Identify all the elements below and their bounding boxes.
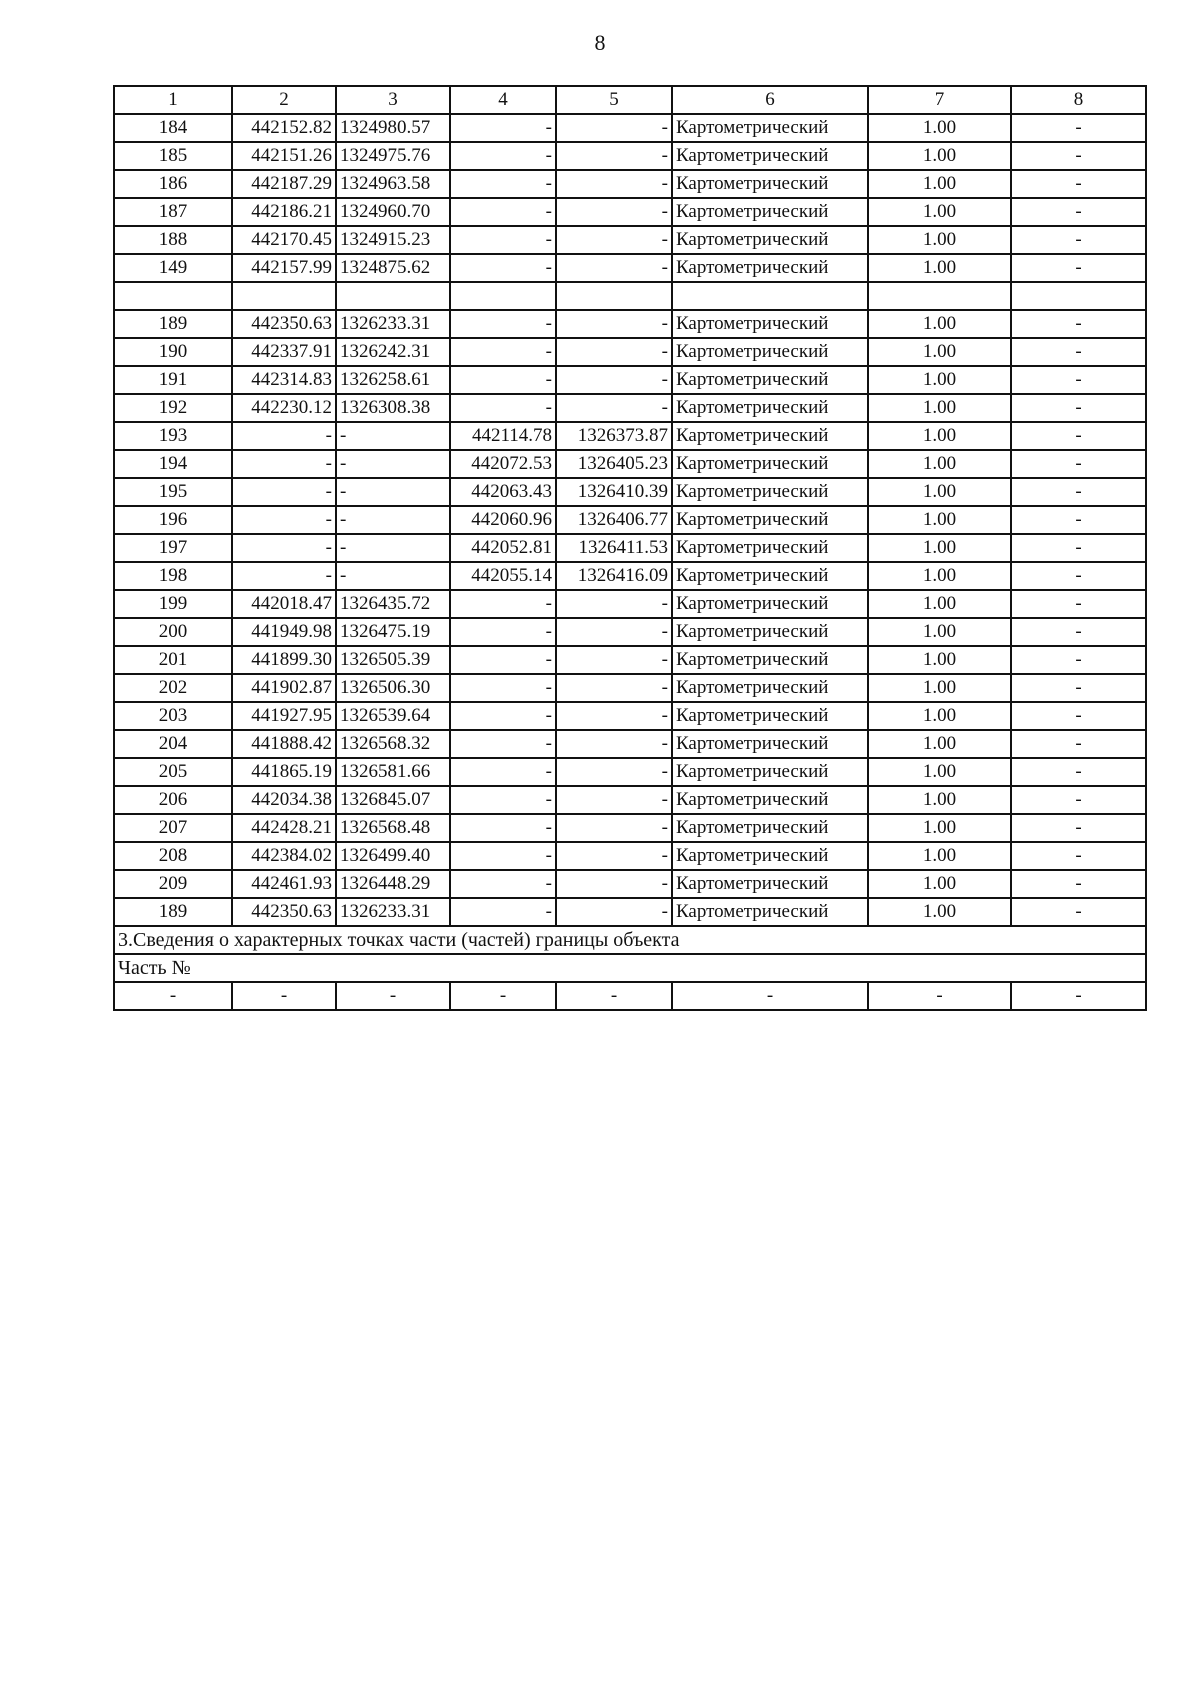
table-row	[114, 450, 1146, 478]
table-cell: -	[450, 870, 556, 898]
table-row	[114, 786, 1146, 814]
table-cell: 441888.42	[232, 730, 336, 758]
table-cell: -	[556, 842, 672, 870]
table-cell: 1.00	[868, 814, 1011, 842]
table-cell: 189	[114, 310, 232, 338]
table-cell: -	[1011, 142, 1146, 170]
table-cell: -	[1011, 534, 1146, 562]
table-cell: 442230.12	[232, 394, 336, 422]
table-cell: 191	[114, 366, 232, 394]
table-cell: 442034.38	[232, 786, 336, 814]
table-cell: 1326411.53	[556, 534, 672, 562]
table-cell: 198	[114, 562, 232, 590]
table-cell: -	[556, 114, 672, 142]
empty-cell	[232, 282, 336, 310]
table-cell: 442055.14	[450, 562, 556, 590]
table-cell: 1.00	[868, 758, 1011, 786]
empty-cell	[1011, 282, 1146, 310]
table-cell: 1324963.58	[336, 170, 450, 198]
table-row	[114, 730, 1146, 758]
table-cell: 1.00	[868, 618, 1011, 646]
section-title	[114, 926, 1146, 954]
table-cell: 1.00	[868, 506, 1011, 534]
table-cell: 6	[672, 86, 868, 114]
table-cell: -	[450, 786, 556, 814]
table-cell: Картометрический	[672, 618, 868, 646]
table-cell: 1326258.61	[336, 366, 450, 394]
table-cell: Картометрический	[672, 730, 868, 758]
table-cell: -	[1011, 310, 1146, 338]
table-cell: 1326405.23	[556, 450, 672, 478]
table-cell: -	[1011, 590, 1146, 618]
table-cell: -	[450, 142, 556, 170]
table-cell: 1324975.76	[336, 142, 450, 170]
table-row	[114, 394, 1146, 422]
table-cell: 1326475.19	[336, 618, 450, 646]
empty-cell	[336, 282, 450, 310]
table-cell: Картометрический	[672, 422, 868, 450]
table-cell: 442151.26	[232, 142, 336, 170]
table-cell: 1.00	[868, 170, 1011, 198]
table-cell: 442152.82	[232, 114, 336, 142]
table-cell: Картометрический	[672, 758, 868, 786]
table-cell: -	[1011, 170, 1146, 198]
table-cell: 184	[114, 114, 232, 142]
table-cell: -	[1011, 422, 1146, 450]
table-cell: -	[232, 506, 336, 534]
table-cell: 442157.99	[232, 254, 336, 282]
table-cell: -	[450, 254, 556, 282]
table-cell: -	[232, 422, 336, 450]
table-cell: -	[1011, 786, 1146, 814]
table-cell: 1.00	[868, 870, 1011, 898]
table-cell: 442114.78	[450, 422, 556, 450]
table-cell: -	[114, 982, 232, 1010]
table-row	[114, 506, 1146, 534]
table-cell: 205	[114, 758, 232, 786]
table-cell: -	[1011, 226, 1146, 254]
table-cell: 1326448.29	[336, 870, 450, 898]
table-cell: 1.00	[868, 338, 1011, 366]
table-cell: -	[556, 646, 672, 674]
table-cell: 442170.45	[232, 226, 336, 254]
table-row	[114, 898, 1146, 926]
table-cell: 192	[114, 394, 232, 422]
table-cell: 1326568.32	[336, 730, 450, 758]
empty-cell	[556, 282, 672, 310]
table-cell: -	[1011, 254, 1146, 282]
table-cell: -	[450, 366, 556, 394]
table-cell: -	[336, 982, 450, 1010]
table-cell: -	[1011, 646, 1146, 674]
table-cell: Картометрический	[672, 142, 868, 170]
table-cell: 441902.87	[232, 674, 336, 702]
table-cell: -	[556, 674, 672, 702]
table-cell: 3	[336, 86, 450, 114]
table-cell: Картометрический	[672, 254, 868, 282]
table-cell: Картометрический	[672, 394, 868, 422]
table-cell: 441949.98	[232, 618, 336, 646]
table-cell: -	[868, 982, 1011, 1010]
table-cell: 442350.63	[232, 898, 336, 926]
table-cell: 1326435.72	[336, 590, 450, 618]
table-cell: 1326373.87	[556, 422, 672, 450]
table-cell: Картометрический	[672, 814, 868, 842]
part-label	[114, 954, 1146, 982]
table-cell: 197	[114, 534, 232, 562]
table-cell: -	[556, 310, 672, 338]
table-cell: 5	[556, 86, 672, 114]
table-cell: 1	[114, 86, 232, 114]
table-cell: 1.00	[868, 394, 1011, 422]
empty-cell	[868, 282, 1011, 310]
table-cell: -	[336, 562, 450, 590]
table-cell: 442187.29	[232, 170, 336, 198]
table-row	[114, 618, 1146, 646]
header-row	[114, 86, 1146, 114]
table-cell: Картометрический	[672, 786, 868, 814]
table-row	[114, 254, 1146, 282]
table-cell: Картометрический	[672, 310, 868, 338]
table-cell: -	[1011, 618, 1146, 646]
table-row	[114, 870, 1146, 898]
table-cell: -	[556, 198, 672, 226]
table-cell: 442314.83	[232, 366, 336, 394]
table-cell: -	[556, 982, 672, 1010]
part-label-text: Часть №	[114, 954, 1146, 982]
table-cell: 1326242.31	[336, 338, 450, 366]
table-cell: 196	[114, 506, 232, 534]
table-cell: Картометрический	[672, 842, 868, 870]
table-cell: -	[1011, 842, 1146, 870]
table-row	[114, 478, 1146, 506]
table-cell: 1324980.57	[336, 114, 450, 142]
table-cell: -	[556, 870, 672, 898]
table-cell: -	[450, 338, 556, 366]
table-cell: 442072.53	[450, 450, 556, 478]
table-cell: 442186.21	[232, 198, 336, 226]
table-cell: Картометрический	[672, 898, 868, 926]
table-row	[114, 422, 1146, 450]
table-cell: 187	[114, 198, 232, 226]
table-cell: Картометрический	[672, 478, 868, 506]
table-row	[114, 170, 1146, 198]
table-cell: 1.00	[868, 422, 1011, 450]
table-cell: -	[1011, 870, 1146, 898]
table-row	[114, 814, 1146, 842]
table-cell: 1.00	[868, 646, 1011, 674]
table-cell: -	[450, 982, 556, 1010]
table-cell: -	[556, 394, 672, 422]
table-cell: 189	[114, 898, 232, 926]
table-cell: 1326506.30	[336, 674, 450, 702]
table-cell: -	[556, 226, 672, 254]
table-row	[114, 142, 1146, 170]
table-cell: 1326845.07	[336, 786, 450, 814]
table-cell: -	[450, 646, 556, 674]
table-cell: 201	[114, 646, 232, 674]
table-row	[114, 702, 1146, 730]
table-cell: Картометрический	[672, 198, 868, 226]
table-cell: Картометрический	[672, 674, 868, 702]
table-cell: Картометрический	[672, 562, 868, 590]
table-cell: -	[336, 450, 450, 478]
table-row	[114, 338, 1146, 366]
table-cell: 200	[114, 618, 232, 646]
table-cell: 442461.93	[232, 870, 336, 898]
table-cell: 441865.19	[232, 758, 336, 786]
table-cell: -	[450, 114, 556, 142]
empty-cell	[450, 282, 556, 310]
table-cell: 442052.81	[450, 534, 556, 562]
table-cell: 1326406.77	[556, 506, 672, 534]
table-cell: -	[556, 170, 672, 198]
table-row	[114, 590, 1146, 618]
table-cell: -	[450, 590, 556, 618]
table-cell: -	[232, 562, 336, 590]
table-cell: 1.00	[868, 702, 1011, 730]
table-cell: 1.00	[868, 590, 1011, 618]
table-cell: Картометрический	[672, 450, 868, 478]
table-cell: 1.00	[868, 674, 1011, 702]
table-cell: -	[1011, 478, 1146, 506]
table-cell: 1.00	[868, 226, 1011, 254]
table-cell: 4	[450, 86, 556, 114]
table-cell: 194	[114, 450, 232, 478]
table-row	[114, 534, 1146, 562]
table-cell: 1.00	[868, 786, 1011, 814]
table-cell: -	[450, 898, 556, 926]
table-cell: Картометрический	[672, 114, 868, 142]
table-cell: -	[1011, 450, 1146, 478]
table-cell: -	[450, 226, 556, 254]
table-cell: -	[336, 506, 450, 534]
table-cell: -	[556, 814, 672, 842]
table-cell: -	[1011, 338, 1146, 366]
table-cell: 1326581.66	[336, 758, 450, 786]
table-cell: 1326505.39	[336, 646, 450, 674]
table-cell: 8	[1011, 86, 1146, 114]
table-cell: -	[450, 170, 556, 198]
table-cell: 441927.95	[232, 702, 336, 730]
table-cell: 185	[114, 142, 232, 170]
table-cell: -	[556, 590, 672, 618]
table-cell: Картометрический	[672, 506, 868, 534]
table-cell: 442018.47	[232, 590, 336, 618]
table-cell: -	[556, 618, 672, 646]
table-cell: 1.00	[868, 842, 1011, 870]
table-cell: Картометрический	[672, 366, 868, 394]
table-cell: 195	[114, 478, 232, 506]
table-cell: 206	[114, 786, 232, 814]
table-cell: 1326568.48	[336, 814, 450, 842]
table-cell: -	[1011, 198, 1146, 226]
table-cell: 1326233.31	[336, 310, 450, 338]
table-cell: -	[1011, 898, 1146, 926]
final-row	[114, 982, 1146, 1010]
table-cell: -	[556, 254, 672, 282]
table-cell: -	[450, 198, 556, 226]
table-cell: 1.00	[868, 562, 1011, 590]
table-cell: -	[336, 478, 450, 506]
table-cell: 1326416.09	[556, 562, 672, 590]
table-cell: 442060.96	[450, 506, 556, 534]
table-cell: 442063.43	[450, 478, 556, 506]
table-cell: 442337.91	[232, 338, 336, 366]
table-cell: -	[1011, 562, 1146, 590]
table-cell: -	[556, 786, 672, 814]
table-row	[114, 758, 1146, 786]
table-cell: -	[450, 618, 556, 646]
table-cell: 1326539.64	[336, 702, 450, 730]
table-cell: -	[450, 310, 556, 338]
table-cell: 199	[114, 590, 232, 618]
section-title-text: 3.Сведения о характерных точках части (частей) границы объекта	[114, 926, 1146, 954]
table-cell: -	[450, 842, 556, 870]
table-cell: -	[1011, 814, 1146, 842]
table-cell: Картометрический	[672, 646, 868, 674]
table-cell: -	[450, 758, 556, 786]
table-cell: -	[1011, 674, 1146, 702]
table-cell: 1.00	[868, 254, 1011, 282]
table-cell: 441899.30	[232, 646, 336, 674]
table-cell: -	[1011, 702, 1146, 730]
table-cell: Картометрический	[672, 338, 868, 366]
table-cell: 1.00	[868, 114, 1011, 142]
empty-cell	[672, 282, 868, 310]
table-row	[114, 114, 1146, 142]
table-cell: 7	[868, 86, 1011, 114]
table-cell: -	[450, 814, 556, 842]
table-cell: -	[1011, 506, 1146, 534]
table-cell: -	[450, 702, 556, 730]
table-cell: -	[672, 982, 868, 1010]
table-cell: 442384.02	[232, 842, 336, 870]
table-cell: 209	[114, 870, 232, 898]
table-cell: 2	[232, 86, 336, 114]
table-row	[114, 198, 1146, 226]
table-cell: -	[1011, 394, 1146, 422]
table-cell: 1.00	[868, 478, 1011, 506]
table-row	[114, 226, 1146, 254]
table-cell: -	[556, 702, 672, 730]
table-cell: 1.00	[868, 366, 1011, 394]
table-cell: 1.00	[868, 142, 1011, 170]
table-cell: -	[1011, 114, 1146, 142]
separator-row	[114, 282, 1146, 310]
table-cell: -	[556, 898, 672, 926]
table-cell: 442350.63	[232, 310, 336, 338]
table-row	[114, 646, 1146, 674]
table-cell: 193	[114, 422, 232, 450]
table-cell: 1.00	[868, 534, 1011, 562]
table-cell: -	[556, 366, 672, 394]
table-cell: -	[232, 478, 336, 506]
table-cell: 1326233.31	[336, 898, 450, 926]
table-cell: 188	[114, 226, 232, 254]
table-cell: -	[556, 730, 672, 758]
table-cell: 186	[114, 170, 232, 198]
table-cell: 1324960.70	[336, 198, 450, 226]
table-cell: -	[450, 730, 556, 758]
table-cell: 190	[114, 338, 232, 366]
table-cell: Картометрический	[672, 590, 868, 618]
table-cell: -	[1011, 758, 1146, 786]
table-cell: 1.00	[868, 898, 1011, 926]
table-cell: -	[450, 674, 556, 702]
table-cell: 1.00	[868, 310, 1011, 338]
page-number: 8	[594, 30, 606, 55]
table-cell: -	[336, 534, 450, 562]
table-cell: 1326499.40	[336, 842, 450, 870]
table-cell: -	[1011, 366, 1146, 394]
table-row	[114, 842, 1146, 870]
table-cell: 442428.21	[232, 814, 336, 842]
coordinates-table	[113, 85, 1147, 1011]
table-cell: -	[232, 450, 336, 478]
table-cell: -	[556, 142, 672, 170]
table-cell: -	[1011, 982, 1146, 1010]
table-cell: 1326308.38	[336, 394, 450, 422]
table-cell: Картометрический	[672, 226, 868, 254]
table-cell: -	[450, 394, 556, 422]
table-cell: -	[232, 982, 336, 1010]
table-row	[114, 310, 1146, 338]
table-cell: 1.00	[868, 450, 1011, 478]
table-row	[114, 674, 1146, 702]
table-row	[114, 366, 1146, 394]
table-cell: Картометрический	[672, 170, 868, 198]
table-cell: -	[1011, 730, 1146, 758]
table-cell: 1324915.23	[336, 226, 450, 254]
table-cell: -	[232, 534, 336, 562]
table-cell: 207	[114, 814, 232, 842]
table-cell: 203	[114, 702, 232, 730]
table-cell: -	[336, 422, 450, 450]
table-cell: 202	[114, 674, 232, 702]
table-cell: 149	[114, 254, 232, 282]
table-cell: 1.00	[868, 198, 1011, 226]
table-row	[114, 562, 1146, 590]
table-cell: 208	[114, 842, 232, 870]
table-cell: 1326410.39	[556, 478, 672, 506]
table-cell: Картометрический	[672, 870, 868, 898]
table-cell: Картометрический	[672, 702, 868, 730]
table-cell: -	[556, 338, 672, 366]
table-cell: 1.00	[868, 730, 1011, 758]
table-cell: 1324875.62	[336, 254, 450, 282]
table-cell: -	[556, 758, 672, 786]
table-cell: 204	[114, 730, 232, 758]
table-cell: Картометрический	[672, 534, 868, 562]
empty-cell	[114, 282, 232, 310]
